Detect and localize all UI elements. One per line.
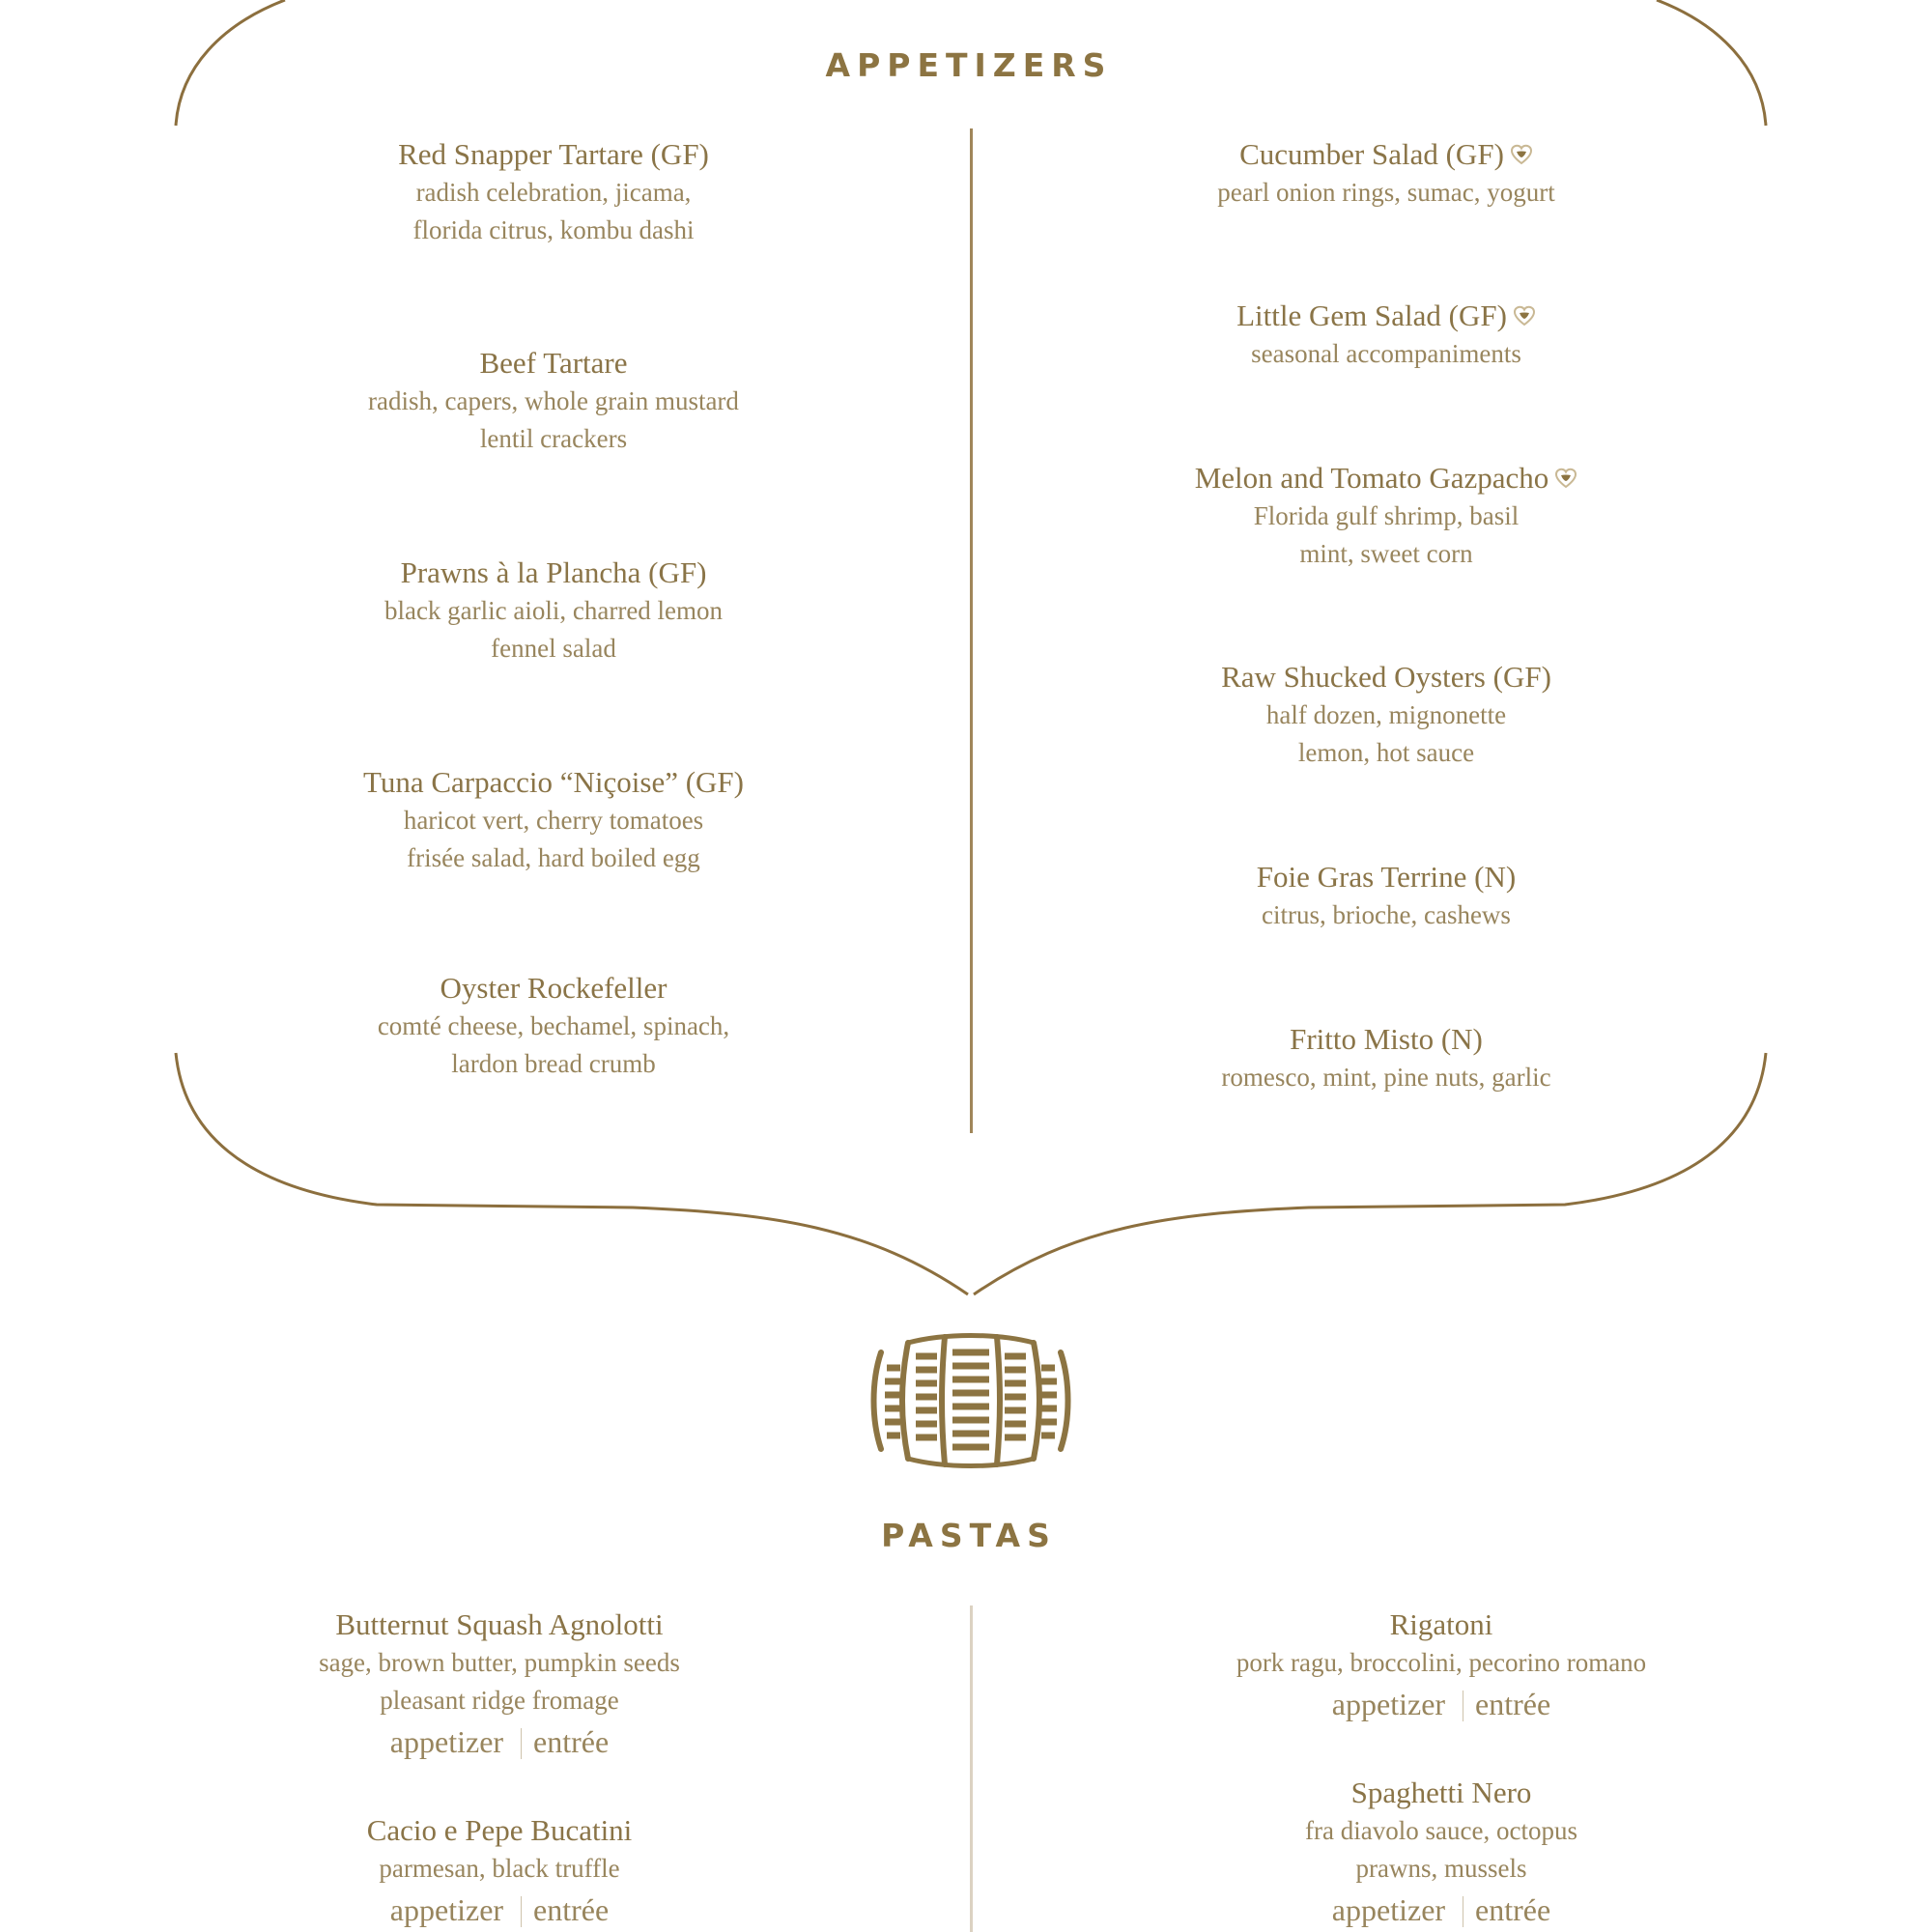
- item-description: fra diavolo sauce, octopus: [1305, 1816, 1577, 1845]
- item-description: lentil crackers: [479, 424, 628, 453]
- barrel-icon: [867, 1333, 1074, 1468]
- item-name: Oyster Rockefeller: [440, 971, 668, 1005]
- price-label-appetizer: appetizer: [389, 1724, 504, 1759]
- item-description: fennel salad: [491, 634, 616, 663]
- price-label-appetizer: appetizer: [389, 1892, 504, 1927]
- item-name-text: Cucumber Salad (GF): [1239, 137, 1504, 171]
- item-description: citrus, brioche, cashews: [1262, 900, 1511, 929]
- item-name: Red Snapper Tartare (GF): [398, 137, 709, 171]
- item-description: Florida gulf shrimp, basil: [1253, 501, 1520, 530]
- item-description: haricot vert, cherry tomatoes: [403, 806, 704, 835]
- appetizers-column-divider: [970, 128, 973, 1133]
- item-description: sage, brown butter, pumpkin seeds: [319, 1648, 680, 1677]
- item-name: Prawns à la Plancha (GF): [400, 555, 707, 589]
- price-separator: [521, 1728, 522, 1759]
- item-description: radish celebration, jicama,: [415, 178, 692, 207]
- item-description: mint, sweet corn: [1299, 539, 1473, 568]
- item-description: radish, capers, whole grain mustard: [368, 386, 739, 415]
- item-description: prawns, mussels: [1355, 1854, 1527, 1883]
- item-name-text: Melon and Tomato Gazpacho: [1194, 461, 1549, 495]
- item-description: comté cheese, bechamel, spinach,: [377, 1011, 730, 1040]
- item-name-text: Little Gem Salad (GF): [1236, 298, 1507, 332]
- item-description: black garlic aioli, charred lemon: [384, 596, 724, 625]
- appetizers-heading: APPETIZERS: [825, 46, 1113, 84]
- menu-item: [210, 1605, 789, 1764]
- item-name: Fritto Misto (N): [1290, 1022, 1483, 1056]
- item-description: parmesan, black truffle: [379, 1854, 620, 1883]
- price-label-appetizer: appetizer: [1331, 1687, 1446, 1721]
- price-label-appetizer: appetizer: [1331, 1892, 1446, 1927]
- item-description: seasonal accompaniments: [1251, 339, 1521, 368]
- price-separator: [521, 1896, 522, 1927]
- pastas-heading: PASTAS: [881, 1517, 1057, 1554]
- pastas-column-divider: [970, 1605, 973, 1932]
- price-options: [1151, 1682, 1731, 1726]
- menu-item: [210, 1811, 789, 1932]
- item-name: Beef Tartare: [479, 346, 628, 380]
- price-options: [1151, 1888, 1731, 1932]
- item-name: Tuna Carpaccio “Niçoise” (GF): [363, 765, 744, 799]
- item-description: pearl onion rings, sumac, yogurt: [1217, 178, 1555, 207]
- item-description: pork ragu, broccolini, pecorino romano: [1236, 1648, 1647, 1677]
- item-name: Rigatoni: [1389, 1607, 1493, 1641]
- price-label-entree: entrée: [1475, 1892, 1551, 1927]
- menu-item: [1151, 1605, 1731, 1726]
- item-name: Cacio e Pepe Bucatini: [366, 1813, 633, 1847]
- price-options: [210, 1719, 789, 1764]
- item-name: Spaghetti Nero: [1350, 1776, 1532, 1809]
- item-name: Butternut Squash Agnolotti: [335, 1607, 664, 1641]
- pastas-left-column: [210, 0, 789, 1932]
- price-options: [210, 1888, 789, 1932]
- price-label-entree: entrée: [533, 1724, 610, 1759]
- item-description: romesco, mint, pine nuts, garlic: [1221, 1063, 1551, 1092]
- menu-item: [1151, 1774, 1731, 1932]
- item-description: pleasant ridge fromage: [380, 1686, 619, 1715]
- item-description: lemon, hot sauce: [1297, 738, 1475, 767]
- item-description: half dozen, mignonette: [1265, 700, 1507, 729]
- item-description: frisée salad, hard boiled egg: [407, 843, 700, 872]
- price-label-entree: entrée: [1475, 1687, 1551, 1721]
- pastas-right-column: [1151, 0, 1731, 1932]
- price-label-entree: entrée: [533, 1892, 610, 1927]
- item-name: Raw Shucked Oysters (GF): [1221, 660, 1551, 694]
- item-description: florida citrus, kombu dashi: [412, 215, 695, 244]
- item-name: Foie Gras Terrine (N): [1256, 860, 1517, 894]
- item-description: lardon bread crumb: [451, 1049, 656, 1078]
